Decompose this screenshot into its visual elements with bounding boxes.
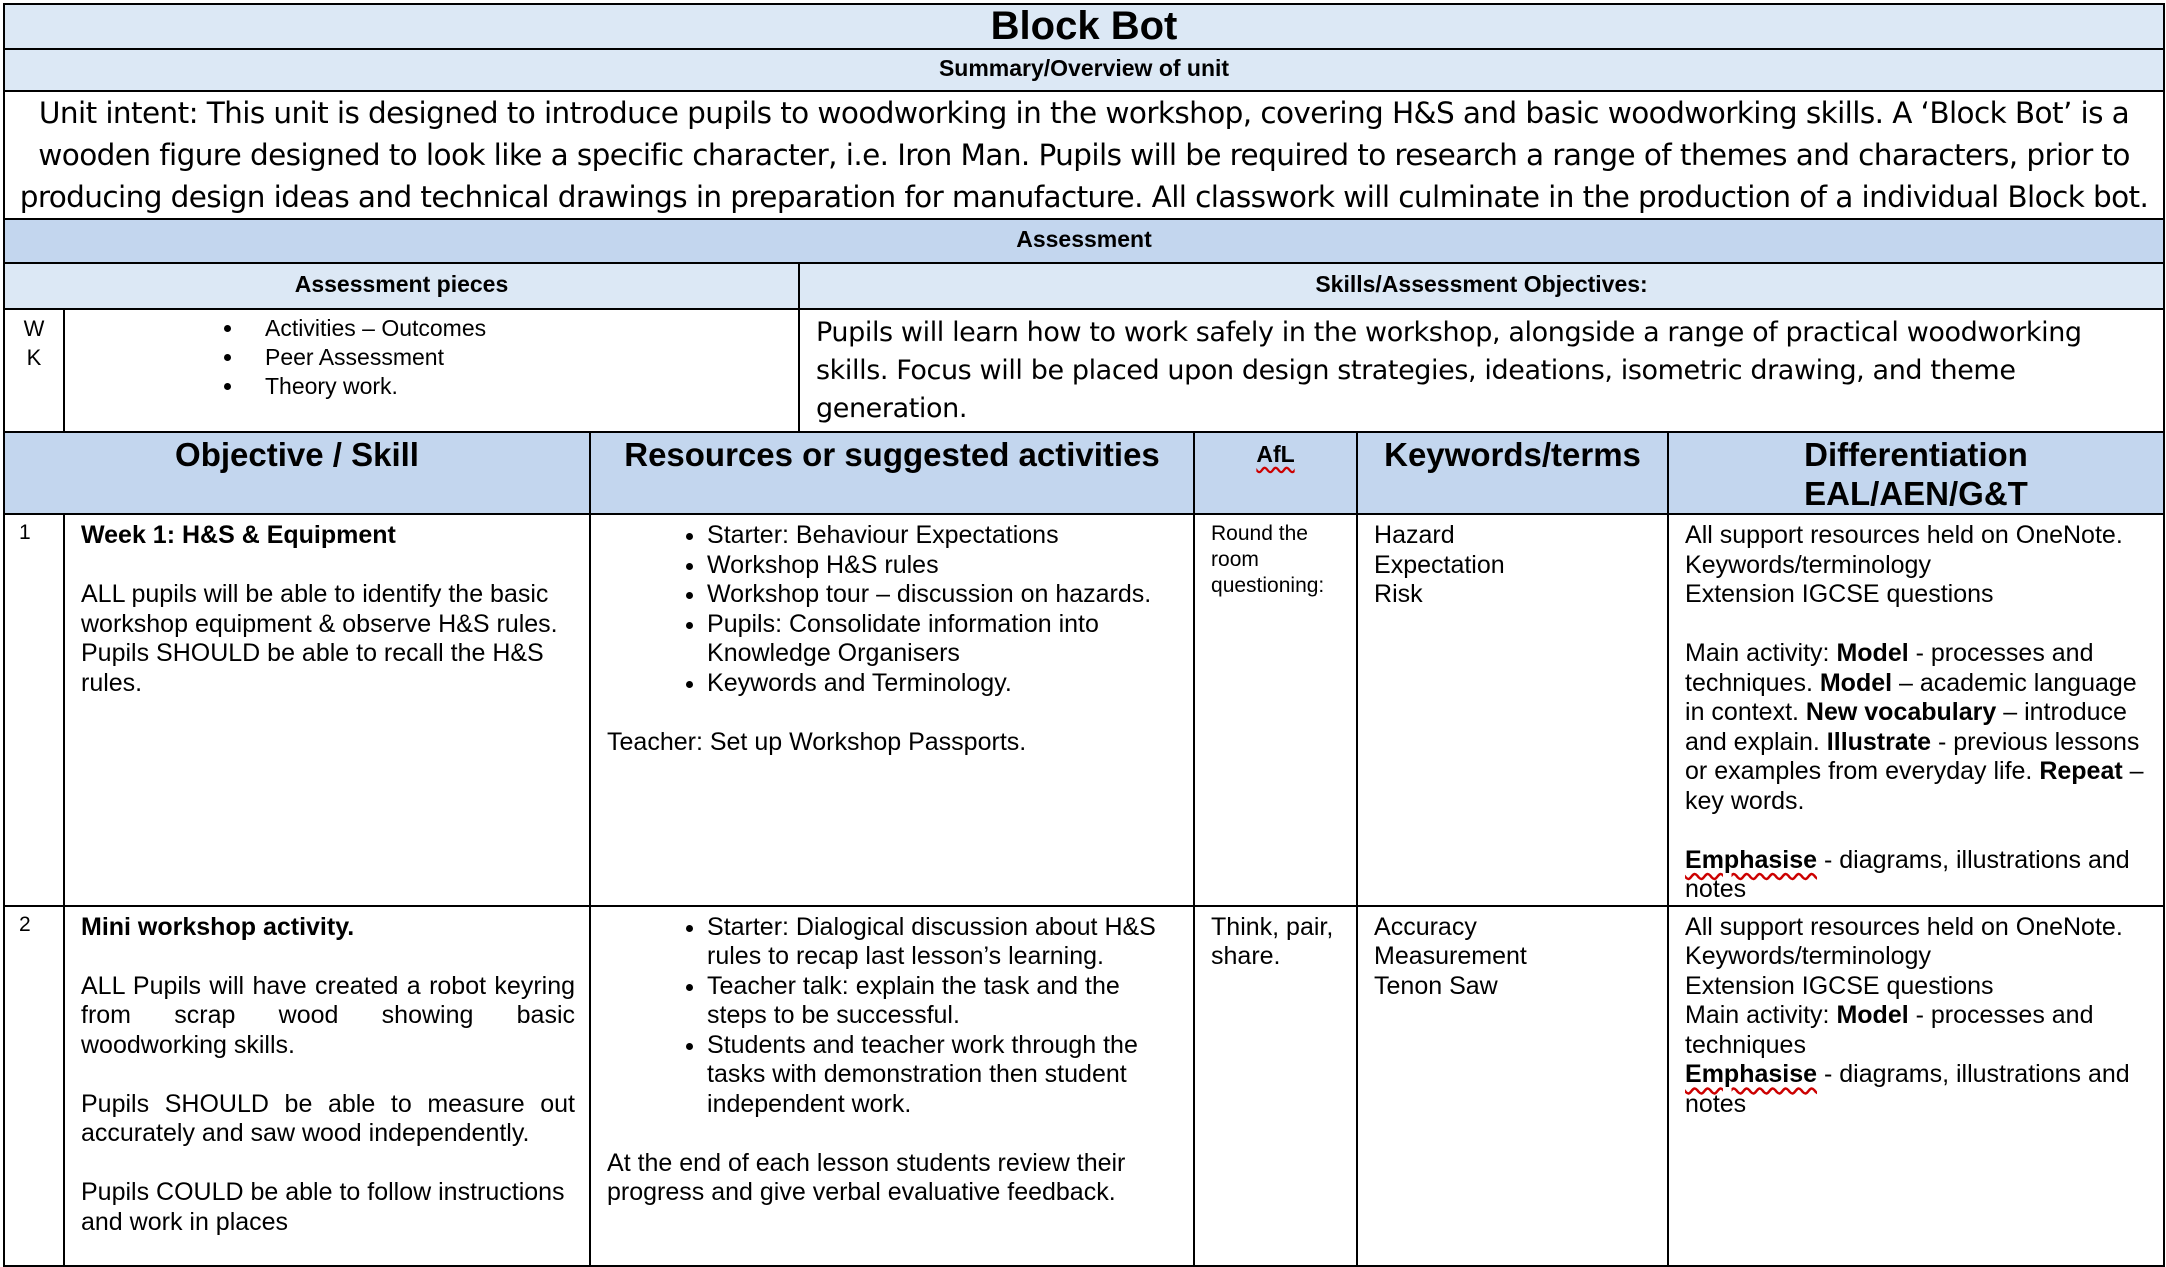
document-title: Block Bot <box>4 4 2164 49</box>
diff-illustrate-term: Illustrate <box>1826 727 1931 756</box>
keywords-cell <box>1357 514 1668 906</box>
diff-main-label: Main activity: <box>1685 1001 1837 1029</box>
column-header-keywords: Keywords/terms <box>1357 432 1668 514</box>
diff-model-term: Model <box>1836 1001 1909 1029</box>
diff-repeat-term: Repeat <box>2039 757 2123 785</box>
week-label-w: W <box>23 316 45 341</box>
diff-line: Extension IGCSE questions <box>1685 971 1994 1000</box>
activities-cell <box>590 906 1194 1266</box>
assessment-pieces-cell <box>64 309 799 435</box>
keyword: Risk <box>1374 580 1423 608</box>
list-item: • Starter: Dialogical discussion about H&S rules to recap last lesson’s learning. <box>707 913 1179 972</box>
afl-cell: Round the room questioning: <box>1194 514 1357 906</box>
diff-main-activity <box>1685 1001 2149 1060</box>
objective-cell <box>64 906 590 1266</box>
diff-illustrate-text: - previous lessons or examples from everyday life. <box>1685 727 2140 785</box>
list-item: • Workshop H&S rules <box>707 551 1179 581</box>
diff-model-term: Model <box>1836 639 1909 667</box>
diff-model-text: – academic language in context. <box>1685 668 2137 726</box>
diff-emphasise-text: - diagrams, illustrations and notes <box>1685 1060 2130 1118</box>
column-header-resources: Resources or suggested activities <box>590 432 1194 514</box>
diff-main-activity <box>1685 639 2149 816</box>
diff-vocab-text: – introduce and explain. <box>1685 698 2127 756</box>
keywords-cell <box>1357 906 1668 1266</box>
diff-repeat-text: – key words. <box>1685 757 2144 815</box>
objective-cell <box>64 514 590 906</box>
table-row <box>4 906 2164 1266</box>
table-row <box>4 514 2164 906</box>
objective-title: Mini workshop activity. <box>81 912 355 941</box>
differentiation-cell <box>1668 906 2164 1266</box>
summary-heading: Summary/Overview of unit <box>4 49 2164 91</box>
list-item: • Starter: Behaviour Expectations <box>707 521 1179 551</box>
objective-text: ALL Pupils will have created a robot keyring from scrap wood showing basic woodworking skills. <box>81 971 576 1059</box>
objective-title: Week 1: H&S & Equipment <box>81 521 396 549</box>
objective-text: Pupils COULD be able to follow instructions and work in places <box>81 1178 565 1236</box>
column-header-differentiation-line2: EAL/AEN/G&T <box>1804 475 2028 512</box>
keyword: Accuracy <box>1374 912 1477 941</box>
activities-note: Teacher: Set up Workshop Passports. <box>607 727 1027 756</box>
unit-overview-table <box>3 3 2165 436</box>
assessment-heading: Assessment <box>4 219 2164 263</box>
diff-model-term: Model <box>1819 668 1893 697</box>
objective-text: ALL pupils will be able to identify the basic workshop equipment & observe H&S rules. Pupils SHOULD be able to recall the H&S rules. <box>81 580 558 697</box>
diff-vocab-term: New vocabulary <box>1805 698 1997 726</box>
diff-emphasise <box>1685 846 2149 905</box>
column-header-differentiation-line1: Differentiation <box>1804 436 2028 473</box>
row-number: 2 <box>4 906 64 1266</box>
list-item: • Students and teacher work through the tasks with demonstration then student independent work. <box>707 1031 1179 1120</box>
list-item: • Keywords and Terminology. <box>707 669 1179 699</box>
unit-intent-text: Unit intent: This unit is designed to introduce pupils to woodworking in the workshop, covering H&S and basic woodworking skills. A ‘Block Bot’ is a wooden figure designed to look like a specific character, i.e. Iron Man. Pupils will be required to research a range of themes and characters, prior to producing design ideas and technical drawings in preparation for manufacture. All classwork will culminate in the production of a individual Block bot. <box>4 91 2164 219</box>
keyword: Tenon Saw <box>1374 971 1498 1000</box>
list-item: • Teacher talk: explain the task and the steps to be successful. <box>707 972 1179 1031</box>
diff-main-label: Main activity: <box>1685 639 1837 667</box>
diff-line: Keywords/terminology <box>1685 942 1931 970</box>
list-item: • Peer Assessment <box>245 343 798 372</box>
diff-model-text: - processes and techniques. <box>1685 639 2094 697</box>
keyword: Hazard <box>1374 521 1455 549</box>
column-header-differentiation <box>1668 432 2164 514</box>
diff-emphasise-text: - diagrams, illustrations and notes <box>1685 845 2130 903</box>
lesson-plan-table <box>3 431 2165 1267</box>
row-number: 1 <box>4 514 64 906</box>
list-item: • Pupils: Consolidate information into Knowledge Organisers <box>707 610 1179 669</box>
diff-emphasise <box>1685 1060 2149 1119</box>
diff-model-text: - processes and techniques <box>1685 1001 2094 1059</box>
assessment-pieces-list <box>65 314 798 401</box>
differentiation-cell <box>1668 514 2164 906</box>
list-item: • Activities – Outcomes <box>245 314 798 343</box>
diff-line: All support resources held on OneNote. <box>1685 521 2123 549</box>
week-label-k: K <box>26 345 42 370</box>
diff-line: Extension IGCSE questions <box>1685 580 1994 608</box>
diff-line: Keywords/terminology <box>1685 550 1931 579</box>
diff-emphasise-term: Emphasise <box>1685 1060 1818 1088</box>
activities-list <box>607 913 1179 1120</box>
list-item: • Workshop tour – discussion on hazards. <box>707 580 1179 610</box>
column-header-objective: Objective / Skill <box>4 432 590 514</box>
activities-cell <box>590 514 1194 906</box>
column-header-afl: AfL <box>1194 432 1357 514</box>
objective-text: Pupils SHOULD be able to measure out accurately and saw wood independently. <box>81 1089 576 1147</box>
skills-objectives-text: Pupils will learn how to work safely in the workshop, alongside a range of practical woodworking skills. Focus will be placed upon design strategies, ideations, isometric drawing, and theme generation. <box>799 309 2164 435</box>
assessment-pieces-heading: Assessment pieces <box>4 263 799 309</box>
week-label <box>4 309 64 435</box>
skills-objectives-heading: Skills/Assessment Objectives: <box>799 263 2164 309</box>
keyword: Measurement <box>1374 942 1527 970</box>
diff-emphasise-term: Emphasise <box>1685 845 1818 874</box>
keyword: Expectation <box>1374 550 1505 579</box>
activities-list <box>607 521 1179 698</box>
afl-cell: Think, pair, share. <box>1194 906 1357 1266</box>
activities-note: At the end of each lesson students review their progress and give verbal evaluative feedback. <box>607 1148 1126 1206</box>
diff-line: All support resources held on OneNote. <box>1685 912 2123 941</box>
list-item: • Theory work. <box>245 372 798 401</box>
